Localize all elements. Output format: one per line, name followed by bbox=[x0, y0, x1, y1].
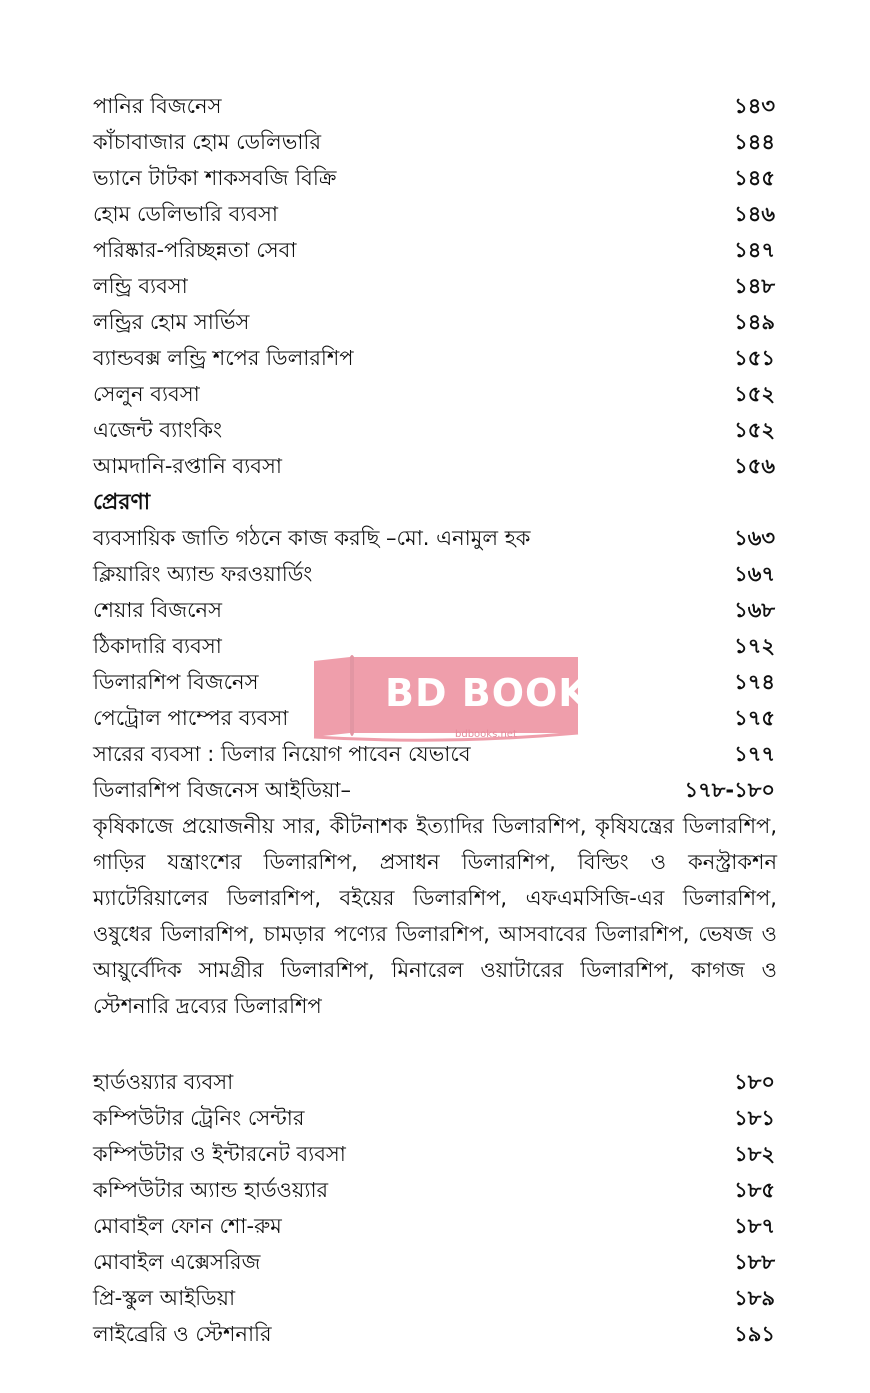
toc-entry bbox=[93, 89, 775, 123]
toc-entry bbox=[93, 413, 775, 447]
entry-page: ১৭৫ bbox=[734, 706, 775, 730]
entry-page: ১৯১ bbox=[734, 1322, 775, 1346]
toc-entry bbox=[93, 773, 775, 807]
entry-title: কাঁচাবাজার হোম ডেলিভারি bbox=[93, 130, 321, 154]
entry-title: ডিলারশিপ বিজনেস bbox=[93, 670, 259, 694]
entry-title: ঠিকাদারি ব্যবসা bbox=[93, 634, 222, 658]
entry-title: পানির বিজনেস bbox=[93, 94, 222, 118]
toc-entry bbox=[93, 521, 775, 555]
entry-title: প্রি-স্কুল আইডিয়া bbox=[93, 1286, 236, 1310]
entry-title: লন্ড্রির হোম সার্ভিস bbox=[93, 310, 250, 334]
entry-page: ১৭৭ bbox=[734, 742, 775, 766]
entry-page: ১৪৫ bbox=[734, 166, 775, 190]
entry-page: ১৮৮ bbox=[734, 1250, 775, 1274]
entry-page: ১৪৬ bbox=[734, 202, 775, 226]
entry-page: ১৬৭ bbox=[734, 562, 775, 586]
toc-entry bbox=[93, 1209, 775, 1243]
entry-page: ১৪৭ bbox=[734, 238, 775, 262]
toc-entry bbox=[93, 1065, 775, 1099]
watermark-brand: BD BOOKS bbox=[385, 671, 618, 715]
entry-page: ১৮২ bbox=[734, 1142, 775, 1166]
entry-title: লাইব্রেরি ও স্টেশনারি bbox=[93, 1322, 272, 1346]
entry-page: ১৭২ bbox=[734, 634, 775, 658]
entry-title: হার্ডওয়্যার ব্যবসা bbox=[93, 1070, 234, 1094]
entry-page: ১৮৭ bbox=[734, 1214, 775, 1238]
toc-entry bbox=[93, 1137, 775, 1171]
entry-page: ১৪৪ bbox=[734, 130, 775, 154]
toc-entry bbox=[93, 305, 775, 339]
entry-page: ১৫২ bbox=[734, 382, 775, 406]
toc-entry bbox=[93, 197, 775, 231]
entry-title: মোবাইল এক্সেসরিজ bbox=[93, 1250, 261, 1274]
toc-entry bbox=[93, 1101, 775, 1135]
toc-entry bbox=[93, 125, 775, 159]
toc-entry bbox=[93, 341, 775, 375]
entry-title: কম্পিউটার ও ইন্টারনেট ব্যবসা bbox=[93, 1142, 346, 1166]
entry-page: ১৬৩ bbox=[734, 526, 775, 550]
toc-entry bbox=[93, 1245, 775, 1279]
entry-title: ব্যান্ডবক্স লন্ড্রি শপের ডিলারশিপ bbox=[93, 346, 354, 370]
entry-page: ১৪৮ bbox=[734, 274, 775, 298]
toc-entry bbox=[93, 1317, 775, 1351]
entry-title: এজেন্ট ব্যাংকিং bbox=[93, 418, 223, 442]
toc-entry bbox=[93, 593, 775, 627]
watermark-site: bdbooks.net bbox=[455, 729, 517, 740]
entry-page: ১৮৯ bbox=[734, 1286, 775, 1310]
entry-title: লন্ড্রি ব্যবসা bbox=[93, 274, 188, 298]
entry-title: ব্যবসায়িক জাতি গঠনে কাজ করছি –মো. এনামুল হক bbox=[93, 526, 531, 550]
toc-entry bbox=[93, 161, 775, 195]
entry-page: ১৬৮ bbox=[734, 598, 775, 622]
toc-entry bbox=[93, 233, 775, 267]
entry-page: ১৫৬ bbox=[734, 454, 775, 478]
entry-page: ১৮৫ bbox=[734, 1178, 775, 1202]
entry-title: ভ্যানে টাটকা শাকসবজি বিক্রি bbox=[93, 166, 337, 190]
entry-title: সারের ব্যবসা : ডিলার নিয়োগ পাবেন যেভাবে bbox=[93, 742, 471, 766]
entry-page: ১৫১ bbox=[734, 346, 775, 370]
entry-title: শেয়ার বিজনেস bbox=[93, 598, 222, 622]
toc-entry bbox=[93, 377, 775, 411]
entry-page: ১৭৮-১৮০ bbox=[684, 778, 775, 802]
entry-title: কম্পিউটার ট্রেনিং সেন্টার bbox=[93, 1106, 305, 1130]
dealership-list-paragraph: কৃষিকাজে প্রয়োজনীয় সার, কীটনাশক ইত্যাদির ডিলারশিপ, কৃষিযন্ত্রের ডিলারশিপ, গাড়ির যন্ত্রাংশের ডিলারশিপ, প্রসাধন ডিলারশিপ, বিল্ডিং ও কনস্ট্রাকশন ম্যাটেরিয়ালের ডিলারশিপ, বইয়ের ডিলারশিপ, এফএমসিজি-এর ডিলারশিপ, ওষুধের ডিলারশিপ, চামড়ার পণ্যের ডিলারশিপ, আসবাবের ডিলারশিপ, ভেষজ ও আয়ুর্বেদিক সামগ্রীর ডিলারশিপ, মিনারেল ওয়াটারের ডিলারশিপ, কাগজ ও স্টেশনারি দ্রব্যের ডিলারশিপ bbox=[93, 814, 777, 1018]
entry-title: ডিলারশিপ বিজনেস আইডিয়া– bbox=[93, 778, 351, 802]
toc-entry bbox=[93, 1173, 775, 1207]
entry-page: ১৫২ bbox=[734, 418, 775, 442]
entry-page: ১৭৪ bbox=[734, 670, 775, 694]
entry-title: পরিষ্কার-পরিচ্ছন্নতা সেবা bbox=[93, 238, 297, 262]
entry-page: ১৮১ bbox=[734, 1106, 775, 1130]
entry-page: ১৪৩ bbox=[734, 94, 775, 118]
entry-title: আমদানি-রপ্তানি ব্যবসা bbox=[93, 454, 282, 478]
entry-title: মোবাইল ফোন শো-রুম bbox=[93, 1214, 282, 1238]
toc-entry bbox=[93, 1281, 775, 1315]
toc-entry bbox=[93, 557, 775, 591]
entry-title: হোম ডেলিভারি ব্যবসা bbox=[93, 202, 279, 226]
toc-entry bbox=[93, 269, 775, 303]
entry-page: ১৪৯ bbox=[734, 310, 775, 334]
entry-title: সেলুন ব্যবসা bbox=[93, 382, 200, 406]
entry-title: কম্পিউটার অ্যান্ড হার্ডওয়্যার bbox=[93, 1178, 329, 1202]
entry-title: পেট্রোল পাম্পের ব্যবসা bbox=[93, 706, 289, 730]
entry-title: ক্লিয়ারিং অ্যান্ড ফরওয়ার্ডিং bbox=[93, 562, 313, 586]
toc-entry bbox=[93, 449, 775, 483]
section-heading: প্রেরণা bbox=[93, 490, 151, 515]
entry-page: ১৮০ bbox=[734, 1070, 775, 1094]
